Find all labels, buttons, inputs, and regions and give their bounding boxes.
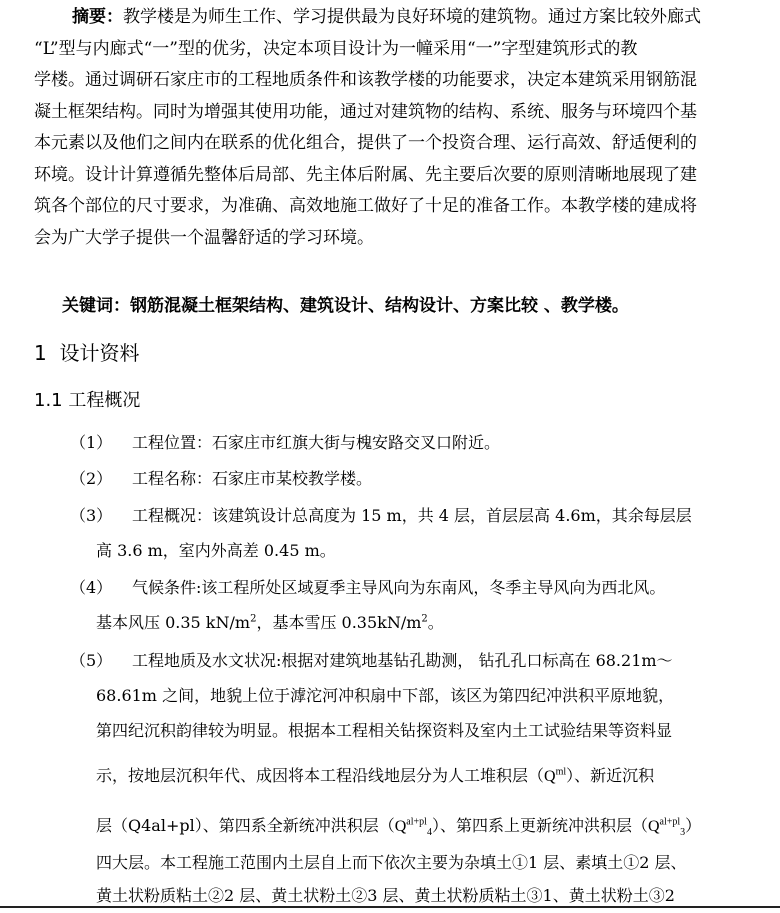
q-letter-1: Q — [544, 768, 556, 785]
item-4-line-2 — [96, 610, 444, 633]
item-5-line-5-tail: ） — [685, 816, 702, 835]
keywords-line: 关键词：钢筋混凝土框架结构、建筑设计、结构设计、方案比较 、教学楼。 — [62, 296, 629, 316]
subsection-number: 1.1 — [34, 390, 63, 411]
alpl-superscript-1: al+pl — [406, 816, 427, 828]
item-4-line-1: 气候条件:该工程所处区域夏季主导风向为东南风，冬季主导风向为西北风。 — [132, 578, 666, 597]
abstract-line-4: 凝土框架结构。同时为增强其使用功能，通过对建筑物的结构、系统、服务与环境四个基 — [34, 101, 697, 122]
bottom-divider — [0, 906, 780, 908]
snow-pressure-text: ，基本雪压 0.35kN/m — [256, 613, 422, 632]
abstract-line-5: 本元素以及他们之间内在联系的优化组合，提供了一个投资合理、运行高效、舒适便利的 — [34, 133, 697, 153]
q4-alpl-symbol — [394, 816, 432, 839]
abstract-line-1 — [34, 2, 754, 34]
abstract-paragraph — [34, 2, 754, 254]
abstract-line-7: 筑各个部位的尺寸要求，为准确、高效地施工做好了十足的准备工作。本教学楼的建成将 — [34, 196, 697, 216]
item-5-line-4-tail: ）、新近沉积 — [566, 766, 655, 785]
item-5-line-7: 黄土状粉质粘土②2 层、黄土状粉土②3 层、黄土状粉质粘土③1、黄土状粉土③2 — [96, 886, 675, 905]
item-5-line-5-mid: ）、第四系上更新统冲洪积层（ — [431, 816, 648, 835]
subsection-heading — [34, 386, 140, 416]
abstract-line-3: 学楼。通过调研石家庄市的工程地质条件和该教学楼的功能要求，决定本建筑采用钢筋混 — [34, 70, 697, 90]
item-3-line-2: 高 3.6 m，室内外高差 0.45 m。 — [96, 541, 336, 560]
abstract-text-1: 教学楼是为师生工作、学习提供最为良好环境的建筑物。通过方案比较外廊式 — [123, 7, 701, 27]
item-number-1: （1） — [70, 433, 113, 452]
item-5-line-5-text: 层（Q4al+pl）、第四系全新统冲洪积层（ — [96, 816, 395, 835]
q-letter-3: Q — [647, 818, 660, 835]
alpl-superscript-2: al+pl — [659, 816, 681, 828]
ml-superscript: ml — [555, 766, 567, 778]
abstract-label: 摘要： — [72, 7, 123, 27]
item-3-line-1: 工程概况：该建筑设计总高度为 15 m，共 4 层，首层层高 4.6m，其余每层层 — [132, 506, 692, 525]
abstract-line-8: 会为广大学子提供一个温馨舒适的学习环境。 — [34, 227, 374, 248]
sub-3: 3 — [680, 827, 686, 839]
section-number: 1 — [34, 341, 47, 365]
item-1-line-1: 工程位置：石家庄市红旗大街与槐安路交叉口附近。 — [132, 433, 501, 452]
section-heading — [34, 338, 139, 368]
item-number-2: （2） — [70, 469, 113, 488]
q-ml-symbol — [544, 768, 566, 785]
superscript-2b: 2 — [421, 613, 428, 625]
item-number-5: （5） — [70, 651, 113, 670]
sub-4: 4 — [426, 827, 432, 839]
item-5-line-4 — [96, 763, 654, 786]
section-title: 设计资料 — [59, 341, 140, 365]
abstract-line-2: “L”型与内廊式“一”型的优劣，决定本项目设计为一幢采用“一”字型建筑形式的教 — [34, 38, 638, 59]
item-number-4: （4） — [70, 578, 113, 597]
item-5-line-4-text: 示，按地层沉积年代、成因将本工程沿线地层分为人工堆积层（ — [96, 766, 545, 785]
item-5-line-2: 68.61m 之间，地貌上位于滹沱河冲积扇中下部，该区为第四纪冲洪积平原地貌， — [96, 686, 675, 705]
item-5-line-6: 四大层。本工程施工范围内土层自上而下依次主要为杂填土①1 层、素填土①2 层、 — [96, 853, 687, 872]
q-letter-2: Q — [394, 818, 407, 835]
item-5-line-1: 工程地质及水文状况:根据对建筑地基钻孔勘测， 钻孔孔口标高在 68.21m～ — [132, 651, 673, 670]
abstract-line-6: 环境。设计计算遵循先整体后局部、先主体后附属、先主要后次要的原则清晰地展现了建 — [34, 164, 697, 185]
wind-pressure-text: 基本风压 0.35 kN/m — [96, 613, 251, 632]
q3-alpl-symbol — [647, 816, 686, 839]
item-number-3: （3） — [70, 506, 113, 525]
period-text: 。 — [427, 613, 444, 632]
item-2-line-1: 工程名称：石家庄市某校教学楼。 — [132, 469, 373, 488]
subsection-title: 工程概况 — [68, 390, 141, 411]
item-5-line-5 — [96, 813, 701, 838]
superscript-2a: 2 — [250, 613, 257, 625]
item-5-line-3: 第四纪沉积韵律较为明显。根据本工程相关钻探资料及室内土工试验结果等资料显 — [96, 721, 673, 740]
